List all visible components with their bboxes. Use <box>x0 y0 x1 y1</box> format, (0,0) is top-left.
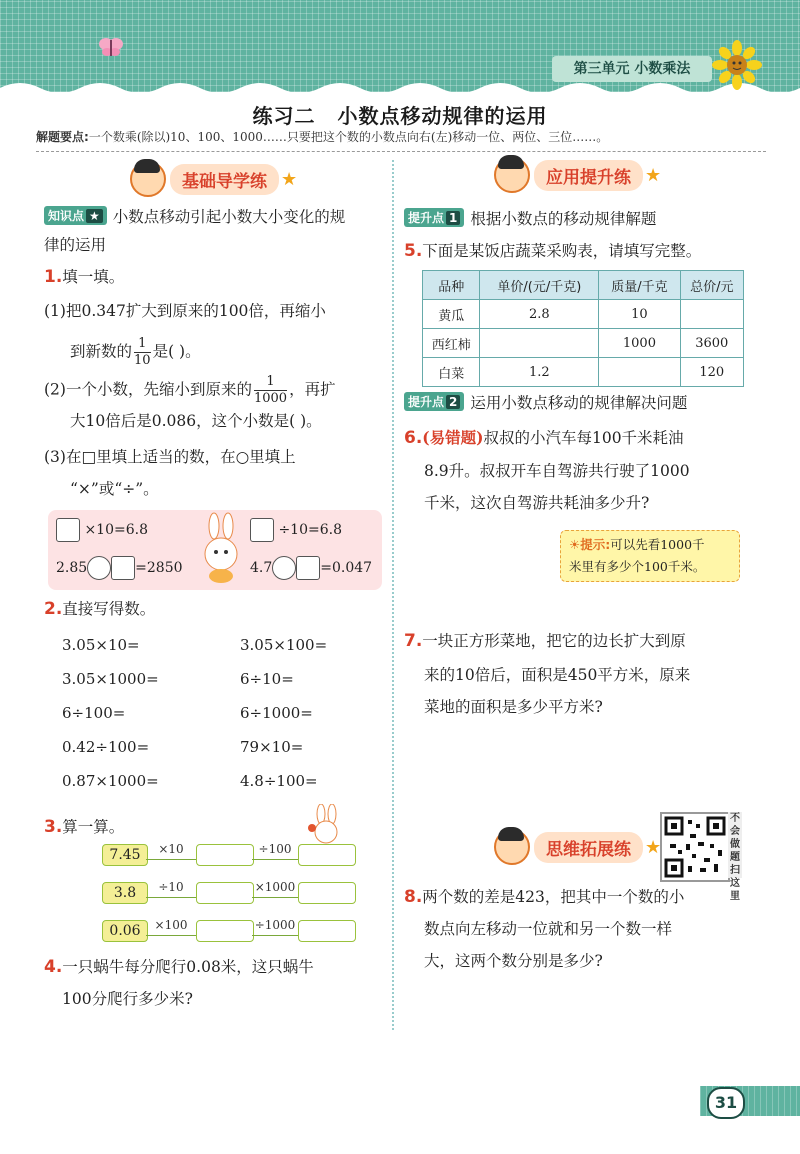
q4-line1: 4.一只蜗牛每分爬行0.08米，这只蜗牛 <box>44 957 314 977</box>
title-part1: 练习二 <box>252 104 316 128</box>
knowledge-line1: 小数点移动引起小数大小变化的规 <box>112 208 346 226</box>
knowledge-point <box>44 202 384 233</box>
q3-number: 3. <box>44 817 63 837</box>
equation-3: 2.85 =2850 <box>56 556 183 580</box>
blank-square[interactable] <box>296 556 320 580</box>
flow-operation: ×100 <box>146 918 196 938</box>
table-cell: 3600 <box>680 329 743 358</box>
table-row <box>423 300 744 329</box>
star-icon: ★ <box>645 164 662 186</box>
flow-answer-box[interactable] <box>298 882 356 904</box>
table-header: 质量/千克 <box>599 271 680 300</box>
flow-answer-box[interactable] <box>298 844 356 866</box>
flow-start-value: 7.45 <box>102 844 148 866</box>
lightbulb-icon: ☀ <box>569 537 581 552</box>
blank-circle[interactable] <box>87 556 111 580</box>
q4-line2: 100分爬行多少米? <box>62 990 193 1008</box>
flow-operation: ×1000 <box>252 880 298 900</box>
fraction-1-10: $\frac{1}{10}$ <box>134 336 151 368</box>
table-header: 品种 <box>423 271 480 300</box>
student-face-icon <box>130 161 166 197</box>
flow-operation: ÷1000 <box>252 918 298 938</box>
q1-part1-line1: (1)把0.347扩大到原来的100倍，再缩小 <box>44 302 326 320</box>
equation-2: ÷10=6.8 <box>250 518 342 542</box>
q1-title: 填一填。 <box>62 268 125 286</box>
q8-line3: 大，这两个数分别是多少? <box>424 952 603 970</box>
calc-item: 6÷100= <box>62 704 126 722</box>
point2: 提升点 2 运用小数点移动的规律解决问题 <box>404 388 687 419</box>
table-cell: 1000 <box>599 329 680 358</box>
hint-line2: 米里有多少个100千米。 <box>569 559 706 574</box>
flow-answer-box[interactable] <box>196 844 254 866</box>
q8-line1: 8.两个数的差是423，把其中一个数的小 <box>404 887 685 907</box>
tip-label: 解题要点: <box>36 130 89 144</box>
q2-number: 2. <box>44 599 63 619</box>
table-cell-blank[interactable] <box>599 358 680 387</box>
butterfly-icon <box>98 36 124 58</box>
equation-4: 4.7 =0.047 <box>250 556 372 580</box>
q6-line2: 8.9升。叔叔开车自驾游共行驶了1000 <box>424 462 690 480</box>
qr-code-icon[interactable] <box>660 812 730 882</box>
point1-tag: 提升点 1 <box>404 208 464 227</box>
flow-start-value: 3.8 <box>102 882 148 904</box>
blank-square[interactable] <box>111 556 135 580</box>
flow-operation: ÷10 <box>146 880 196 900</box>
q6-note: (易错题) <box>422 428 484 447</box>
bunny-small-icon <box>306 804 346 844</box>
q7-number: 7. <box>404 631 423 651</box>
blank-circle[interactable] <box>272 556 296 580</box>
table-row <box>423 329 744 358</box>
q5-number: 5. <box>404 241 423 261</box>
table-cell: 白菜 <box>423 358 480 387</box>
q1-part3-line2: “×”或“÷”。 <box>70 480 159 498</box>
knowledge-line2: 律的运用 <box>44 236 107 254</box>
flow-answer-box[interactable] <box>196 920 254 942</box>
point1: 提升点 1 根据小数点的移动规律解题 <box>404 204 656 235</box>
calc-item: 4.8÷100= <box>240 772 318 790</box>
q8-line2: 数点向左移动一位就和另一个数一样 <box>424 920 673 938</box>
unit-label: 第三单元 小数乘法 <box>552 56 712 82</box>
q6-line1: 6.(易错题)叔叔的小汽车每100千米耗油 <box>404 428 684 448</box>
calc-item: 6÷10= <box>240 670 294 688</box>
table-cell: 西红柿 <box>423 329 480 358</box>
q7-line3: 菜地的面积是多少平方米? <box>424 698 603 716</box>
solving-tip <box>36 128 766 152</box>
section-application <box>494 158 661 192</box>
table-cell-blank[interactable] <box>680 300 743 329</box>
flow-start-value: 0.06 <box>102 920 148 942</box>
table-cell: 10 <box>599 300 680 329</box>
flow-answer-box[interactable] <box>196 882 254 904</box>
q2-title: 直接写得数。 <box>62 600 156 618</box>
q1-number: 1. <box>44 267 63 287</box>
flow-answer-box[interactable] <box>298 920 356 942</box>
student-face-icon <box>494 157 530 193</box>
calc-item: 3.05×1000= <box>62 670 159 688</box>
q6-line3: 千米，这次自驾游共耗油多少升? <box>424 494 650 512</box>
table-cell: 120 <box>680 358 743 387</box>
q4-number: 4. <box>44 957 63 977</box>
calc-item: 0.42÷100= <box>62 738 150 756</box>
title-part2: 小数点移动规律的运用 <box>337 104 548 128</box>
q1-heading <box>44 262 124 293</box>
q7-line2: 来的10倍后，面积是450平方米，原来 <box>424 666 691 684</box>
calc-item: 79×10= <box>240 738 304 756</box>
q6-number: 6. <box>404 428 423 448</box>
hint-label: ☀提示: <box>569 537 611 552</box>
calc-item: 3.05×10= <box>62 636 140 654</box>
section-title-application: 应用提升练 <box>534 160 643 191</box>
table-header: 总价/元 <box>680 271 743 300</box>
q2-heading <box>44 594 155 625</box>
star-icon: ★ <box>645 836 662 858</box>
qr-side-label: 不会做题扫这里 <box>730 813 740 902</box>
hint-box: ☀提示:可以先看1000千 米里有多少个100千米。 <box>560 530 740 582</box>
section-extension <box>494 830 661 864</box>
q3-heading <box>44 812 124 843</box>
q5-heading: 5.下面是某饭店蔬菜采购表，请填写完整。 <box>404 241 702 261</box>
page-number: 31 <box>707 1087 745 1119</box>
calc-item: 6÷1000= <box>240 704 313 722</box>
blank-square[interactable] <box>56 518 80 542</box>
q7-line1: 7.一块正方形菜地，把它的边长扩大到原 <box>404 631 686 651</box>
table-row <box>423 358 744 387</box>
table-header-row <box>423 271 744 300</box>
bunny-icon <box>196 512 246 584</box>
q1-part2-line2: 大10倍后是0.086，这个小数是( )。 <box>70 412 322 430</box>
q8-number: 8. <box>404 887 423 907</box>
fraction-1-1000: $\frac{1}{1000}$ <box>253 374 288 406</box>
student-face-icon <box>494 829 530 865</box>
table-cell: 2.8 <box>480 300 599 329</box>
flow-operation: ×10 <box>146 842 196 862</box>
point2-tag: 提升点 2 <box>404 392 464 411</box>
q1-part3-line1: (3)在□里填上适当的数，在○里填上 <box>44 448 296 466</box>
section-title-basic: 基础导学练 <box>170 164 279 195</box>
sunflower-icon <box>712 40 762 90</box>
table-cell-blank[interactable] <box>480 329 599 358</box>
q1-part2-line1: (2)一个小数，先缩小到原来的 $\frac{1}{1000}$ ，再扩 <box>44 374 336 406</box>
calc-item: 0.87×1000= <box>62 772 159 790</box>
flow-operation: ÷100 <box>252 842 298 862</box>
tip-text: 一个数乘(除以)10、100、1000……只要把这个数的小数点向右(左)移动一位、两位、三位……。 <box>88 130 609 144</box>
q3-title: 算一算。 <box>62 818 125 836</box>
q1-part1-line2: 到新数的 $\frac{1}{10}$ 是( )。 <box>70 336 201 368</box>
calc-item: 3.05×100= <box>240 636 328 654</box>
table-header: 单价/(元/千克) <box>480 271 599 300</box>
column-divider <box>392 160 394 1030</box>
section-basic <box>130 162 297 196</box>
table-cell: 黄瓜 <box>423 300 480 329</box>
blank-square[interactable] <box>250 518 274 542</box>
star-icon: ★ <box>281 168 298 190</box>
page-title <box>0 100 800 129</box>
equation-1: ×10=6.8 <box>56 518 148 542</box>
knowledge-tag: 知识点 ★ <box>44 206 107 225</box>
vegetable-table <box>422 270 744 387</box>
section-title-extension: 思维拓展练 <box>534 832 643 863</box>
table-cell: 1.2 <box>480 358 599 387</box>
